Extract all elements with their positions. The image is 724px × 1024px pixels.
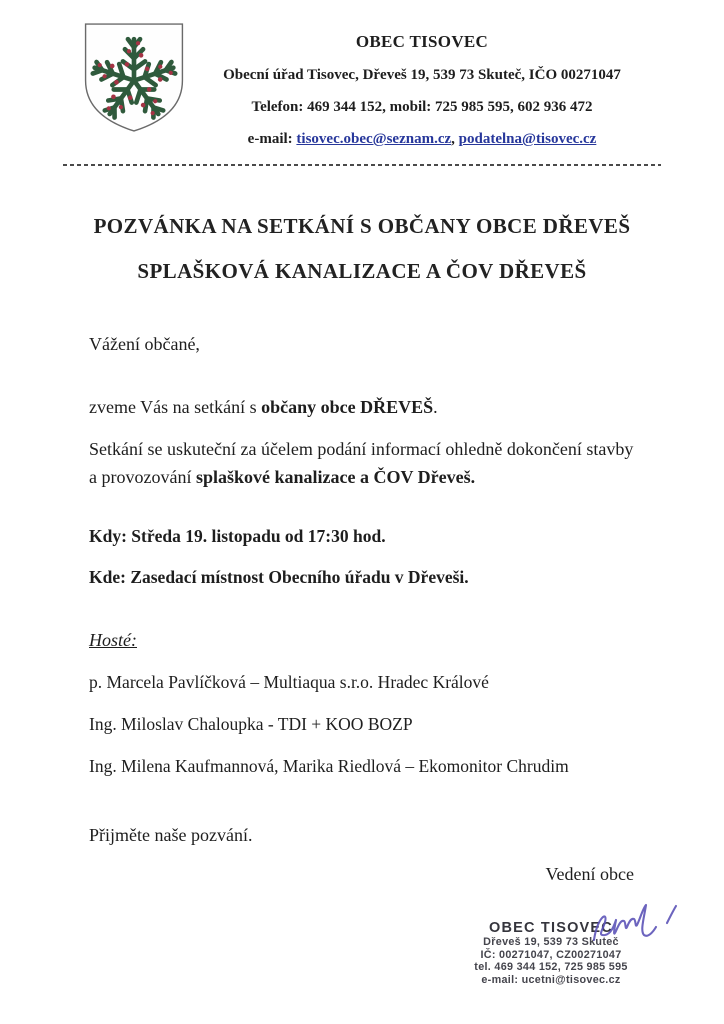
stamp-ids: IČ: 00271047, CZ00271047 [480, 948, 622, 961]
email-link-secondary[interactable]: podatelna@tisovec.cz [458, 131, 597, 147]
stamp-org-name: OBEC TISOVEC [489, 920, 613, 936]
purpose-sentence [89, 436, 645, 492]
invite-suffix: . [433, 397, 438, 417]
purpose-bold: splaškové kanalizace a ČOV Dřeveš. [195, 466, 476, 487]
stamp-phones: tel. 469 344 152, 725 985 595 [474, 961, 628, 974]
meeting-when: Kdy: Středa 19. listopadu od 17:30 hod. [89, 525, 386, 546]
email-link-primary[interactable]: tisovec.obec@seznam.cz [296, 131, 452, 147]
stamp-address: Dřeveš 19, 539 73 Skuteč [483, 936, 619, 948]
purpose-prefix: Setkání se uskuteční za účelem podání informací ohledně dokončení stavby a provozování [89, 439, 634, 487]
org-address: Obecní úřad Tisovec, Dřeveš 19, 539 73 Skuteč, IČO 00271047 [223, 67, 621, 83]
signoff: Vedení obce [545, 863, 634, 884]
org-name: OBEC TISOVEC [355, 32, 489, 51]
email-label: e-mail: [247, 131, 297, 147]
meeting-where: Kde: Zasedací místnost Obecního úřadu v Dřeveši. [89, 566, 469, 587]
letterhead-text [190, 20, 654, 148]
guests-heading: Hosté: [89, 629, 137, 650]
guest-item: Ing. Miloslav Chaloupka - TDI + KOO BOZP [89, 713, 413, 734]
invitation-sentence [89, 397, 654, 418]
letterhead [0, 0, 724, 148]
stamp-email: e-mail: ucetni@tisovec.cz [481, 974, 621, 987]
document-title [0, 214, 724, 284]
salutation: Vážení občané, [89, 334, 200, 354]
title-line-1: POZVÁNKA NA SETKÁNÍ S OBČANY OBCE DŘEVEŠ [93, 214, 631, 238]
dashed-divider [63, 164, 661, 166]
coat-of-arms-tisovec [78, 20, 190, 136]
invite-prefix: zveme Vás na setkání s [89, 397, 262, 417]
letter-body [0, 334, 724, 885]
org-email-line [190, 131, 654, 148]
guest-item: Ing. Milena Kaufmannová, Marika Riedlová – Ekomonitor Chrudim [89, 755, 569, 776]
org-phone: Telefon: 469 344 152, mobil: 725 985 595, 602 936 472 [251, 99, 593, 115]
title-line-2: SPLAŠKOVÁ KANALIZACE A ČOV DŘEVEŠ [137, 259, 587, 283]
closing-line: Přijměte naše pozvání. [89, 824, 253, 845]
invite-bold: občany obce DŘEVEŠ [261, 397, 434, 417]
handwritten-signature [588, 898, 692, 956]
email-separator: , [451, 131, 459, 147]
guest-item: p. Marcela Pavlíčková – Multiaqua s.r.o. Hradec Králové [89, 671, 489, 692]
